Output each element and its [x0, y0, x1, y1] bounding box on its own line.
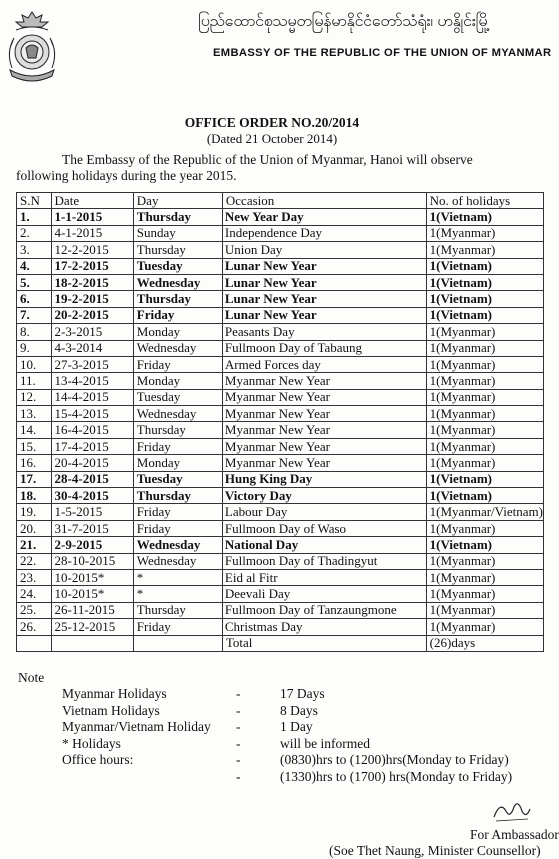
cell-occasion: Deevali Day	[222, 586, 426, 602]
cell-date: 2-9-2015	[51, 537, 133, 553]
cell-sn: 18.	[17, 488, 52, 504]
total-row	[17, 635, 544, 651]
summary-value: will be informed	[280, 735, 370, 751]
note-label: Note	[18, 670, 45, 685]
holiday-table-header-row	[17, 193, 544, 209]
cell-holidays: 1(Myanmar)	[426, 356, 543, 372]
cell-date: 25-12-2015	[51, 619, 133, 635]
summary-value: (0830)hrs to (1200)hrs(Monday to Friday)	[280, 752, 509, 767]
cell-sn: 23.	[17, 569, 52, 585]
cell-day: Friday	[133, 504, 222, 520]
cell-holidays: 1(Vietnam)	[426, 258, 543, 274]
cell-date: 10-2015*	[51, 569, 133, 585]
cell-holidays: 1(Myanmar)	[426, 324, 543, 340]
cell-holidays: 1(Vietnam)	[426, 471, 543, 487]
summary-label: Office hours:	[62, 752, 134, 767]
cell-date: 18-2-2015	[51, 274, 133, 290]
table-row	[17, 324, 544, 340]
cell-holidays: 1(Myanmar)	[426, 520, 543, 536]
cell-holidays: 1(Myanmar)	[426, 406, 543, 422]
table-row	[17, 356, 544, 372]
cell-date: 2-3-2015	[51, 324, 133, 340]
cell-date: 14-4-2015	[51, 389, 133, 405]
cell-day: Thursday	[133, 291, 222, 307]
cell-date: 13-4-2015	[51, 373, 133, 389]
table-row	[17, 537, 544, 553]
cell-occasion: Myanmar New Year	[222, 389, 426, 405]
table-row	[17, 504, 544, 520]
cell-date: 12-2-2015	[51, 242, 133, 258]
signature	[490, 797, 534, 823]
summary-label: * Holidays	[62, 735, 121, 751]
cell-date: 20-2-2015	[51, 307, 133, 323]
cell-day: Monday	[133, 373, 222, 389]
cell-day: Monday	[133, 324, 222, 340]
cell-sn: 9.	[17, 340, 52, 356]
cell-sn: 14.	[17, 422, 52, 438]
cell-occasion: Lunar New Year	[222, 274, 426, 290]
cell-date: 4-3-2014	[51, 340, 133, 356]
cell-day: Friday	[133, 356, 222, 372]
total-value: (26)days	[426, 635, 543, 651]
cell-holidays: 1(Myanmar)	[426, 438, 543, 454]
embassy-seal-emblem	[2, 8, 62, 88]
table-row	[17, 586, 544, 602]
cell-sn: 20.	[17, 520, 52, 536]
table-row	[17, 373, 544, 389]
cell-holidays: 1(Myanmar)	[426, 586, 543, 602]
cell-sn: 4.	[17, 258, 52, 274]
cell-sn: 13.	[17, 406, 52, 422]
cell-occasion: Independence Day	[222, 225, 426, 241]
cell-occasion: Myanmar New Year	[222, 455, 426, 471]
table-row	[17, 471, 544, 487]
summary-dash: -	[236, 735, 241, 751]
cell-day: Sunday	[133, 225, 222, 241]
cell-holidays: 1(Myanmar)	[426, 569, 543, 585]
table-row	[17, 422, 544, 438]
cell-date: 26-11-2015	[51, 602, 133, 618]
cell-occasion: Myanmar New Year	[222, 422, 426, 438]
cell-day: Tuesday	[133, 389, 222, 405]
cell-sn: 5.	[17, 274, 52, 290]
cell-occasion: Victory Day	[222, 488, 426, 504]
cell-day: Friday	[133, 520, 222, 536]
cell-holidays: 1(Myanmar)	[426, 455, 543, 471]
cell-occasion: National Day	[222, 537, 426, 553]
cell-day: Friday	[133, 619, 222, 635]
cell-holidays: 1(Myanmar)	[426, 619, 543, 635]
cell-occasion: Armed Forces day	[222, 356, 426, 372]
cell-sn: 2.	[17, 225, 52, 241]
cell-holidays: 1(Myanmar)	[426, 225, 543, 241]
cell-day: *	[133, 569, 222, 585]
cell-holidays: 1(Myanmar)	[426, 602, 543, 618]
cell-day: Tuesday	[133, 471, 222, 487]
cell-sn: 16.	[17, 455, 52, 471]
table-row	[17, 258, 544, 274]
cell-sn: 22.	[17, 553, 52, 569]
intro-line-2: following holidays during the year 2015.	[16, 168, 237, 183]
cell-holidays: 1(Myanmar)	[426, 389, 543, 405]
cell-date: 28-10-2015	[51, 553, 133, 569]
summary-dash: -	[236, 768, 241, 784]
cell-holidays: 1(Vietnam)	[426, 274, 543, 290]
for-ambassador: For Ambassador	[470, 827, 559, 842]
cell-date: 4-1-2015	[51, 225, 133, 241]
summary-label: Myanmar/Vietnam Holiday	[62, 719, 211, 734]
cell-day: Thursday	[133, 209, 222, 225]
cell-day: Friday	[133, 307, 222, 323]
summary-dash: -	[236, 752, 241, 767]
cell-occasion: Fullmoon Day of Thadingyut	[222, 553, 426, 569]
cell-holidays: 1(Myanmar)	[426, 553, 543, 569]
intro-paragraph	[16, 152, 556, 184]
cell-sn: 25.	[17, 602, 52, 618]
cell-holidays: 1(Myanmar)	[426, 340, 543, 356]
summary-value: 8 Days	[280, 702, 318, 718]
cell-occasion: Eid al Fitr	[222, 569, 426, 585]
cell-day: Wednesday	[133, 537, 222, 553]
summary-label: Vietnam Holidays	[62, 702, 160, 718]
cell-occasion: Lunar New Year	[222, 291, 426, 307]
order-dated: (Dated 21 October 2014)	[206, 131, 338, 146]
header-day: Day	[133, 193, 222, 209]
cell-day: Wednesday	[133, 274, 222, 290]
cell-day: Wednesday	[133, 406, 222, 422]
cell-sn: 12.	[17, 389, 52, 405]
cell-day: Monday	[133, 455, 222, 471]
table-row	[17, 553, 544, 569]
cell-holidays: 1(Vietnam)	[426, 291, 543, 307]
table-row	[17, 242, 544, 258]
cell-occasion: Lunar New Year	[222, 307, 426, 323]
cell-sn: 6.	[17, 291, 52, 307]
header-sn: S.N	[17, 193, 52, 209]
cell-day: Thursday	[133, 242, 222, 258]
cell-occasion: Hung King Day	[222, 471, 426, 487]
table-row	[17, 406, 544, 422]
cell-day: Wednesday	[133, 553, 222, 569]
cell-occasion: Lunar New Year	[222, 258, 426, 274]
cell-day: Thursday	[133, 602, 222, 618]
cell-holidays: 1(Myanmar)	[426, 422, 543, 438]
summary-label: Myanmar Holidays	[62, 686, 167, 701]
cell-day: *	[133, 586, 222, 602]
cell-occasion: Union Day	[222, 242, 426, 258]
cell-day: Tuesday	[133, 258, 222, 274]
holiday-table	[16, 192, 544, 652]
cell-occasion: Fullmoon Day of Tanzaungmone	[222, 602, 426, 618]
cell-occasion: Labour Day	[222, 504, 426, 520]
cell-occasion: Fullmoon Day of Tabaung	[222, 340, 426, 356]
cell-sn: 21.	[17, 537, 52, 553]
table-row	[17, 569, 544, 585]
cell-holidays: 1(Vietnam)	[426, 307, 543, 323]
table-row	[17, 438, 544, 454]
cell-sn: 7.	[17, 307, 52, 323]
cell-date: 20-4-2015	[51, 455, 133, 471]
cell-date: 17-2-2015	[51, 258, 133, 274]
header-occasion: Occasion	[222, 193, 426, 209]
cell-sn: 17.	[17, 471, 52, 487]
cell-occasion: Peasants Day	[222, 324, 426, 340]
table-row	[17, 520, 544, 536]
letterhead-myanmar-name: ပြည်ထောင်စုသမ္မတမြန်မာနိုင်ငံတော်သံရုံး၊ ဟနွိုင်းမြို့	[198, 11, 490, 30]
table-row	[17, 340, 544, 356]
cell-sn: 10.	[17, 356, 52, 372]
cell-date: 16-4-2015	[51, 422, 133, 438]
header-date: Date	[51, 193, 133, 209]
cell-sn: 19.	[17, 504, 52, 520]
holiday-table-body	[17, 209, 544, 635]
letterhead-english-name: EMBASSY OF THE REPUBLIC OF THE UNION OF MYANMAR	[213, 47, 552, 59]
cell-holidays: 1(Vietnam)	[426, 209, 543, 225]
total-label: Total	[222, 635, 426, 651]
cell-date: 30-4-2015	[51, 488, 133, 504]
cell-date: 17-4-2015	[51, 438, 133, 454]
summary-value: 17 Days	[280, 686, 325, 701]
table-row	[17, 291, 544, 307]
summary-value: (1330)hrs to (1700) hrs(Monday to Friday)	[280, 768, 513, 784]
cell-day: Thursday	[133, 488, 222, 504]
signer-name: (Soe Thet Naung, Minister Counsellor)	[329, 843, 541, 858]
cell-day: Wednesday	[133, 340, 222, 356]
cell-date: 27-3-2015	[51, 356, 133, 372]
table-row	[17, 602, 544, 618]
table-row	[17, 455, 544, 471]
cell-sn: 1.	[17, 209, 52, 225]
table-row	[17, 389, 544, 405]
cell-date: 1-1-2015	[51, 209, 133, 225]
table-row	[17, 274, 544, 290]
cell-occasion: Myanmar New Year	[222, 406, 426, 422]
cell-holidays: 1(Myanmar)	[426, 242, 543, 258]
cell-sn: 15.	[17, 438, 52, 454]
cell-holidays: 1(Myanmar)	[426, 373, 543, 389]
table-row	[17, 488, 544, 504]
cell-sn: 3.	[17, 242, 52, 258]
cell-sn: 8.	[17, 324, 52, 340]
table-row	[17, 619, 544, 635]
cell-date: 10-2015*	[51, 586, 133, 602]
summary-dash: -	[236, 702, 241, 718]
cell-holidays: 1(Vietnam)	[426, 537, 543, 553]
table-row	[17, 225, 544, 241]
cell-sn: 24.	[17, 586, 52, 602]
intro-line-1: The Embassy of the Republic of the Union of Myanmar, Hanoi will observe	[62, 152, 473, 167]
cell-occasion: Christmas Day	[222, 619, 426, 635]
cell-occasion: Myanmar New Year	[222, 373, 426, 389]
table-row	[17, 209, 544, 225]
summary-dash: -	[236, 719, 241, 734]
cell-holidays: 1(Vietnam)	[426, 488, 543, 504]
cell-sn: 11.	[17, 373, 52, 389]
cell-date: 28-4-2015	[51, 471, 133, 487]
cell-date: 19-2-2015	[51, 291, 133, 307]
cell-day: Thursday	[133, 422, 222, 438]
cell-occasion: Fullmoon Day of Waso	[222, 520, 426, 536]
header-no-of-holidays: No. of holidays	[426, 193, 543, 209]
summary-value: 1 Day	[280, 719, 313, 734]
cell-date: 1-5-2015	[51, 504, 133, 520]
cell-occasion: New Year Day	[222, 209, 426, 225]
table-row	[17, 307, 544, 323]
order-title: OFFICE ORDER NO.20/2014	[184, 115, 360, 130]
summary-dash: -	[236, 686, 241, 701]
cell-holidays: 1(Myanmar/Vietnam)	[426, 504, 543, 520]
cell-date: 31-7-2015	[51, 520, 133, 536]
cell-sn: 26.	[17, 619, 52, 635]
cell-occasion: Myanmar New Year	[222, 438, 426, 454]
cell-date: 15-4-2015	[51, 406, 133, 422]
cell-day: Friday	[133, 438, 222, 454]
